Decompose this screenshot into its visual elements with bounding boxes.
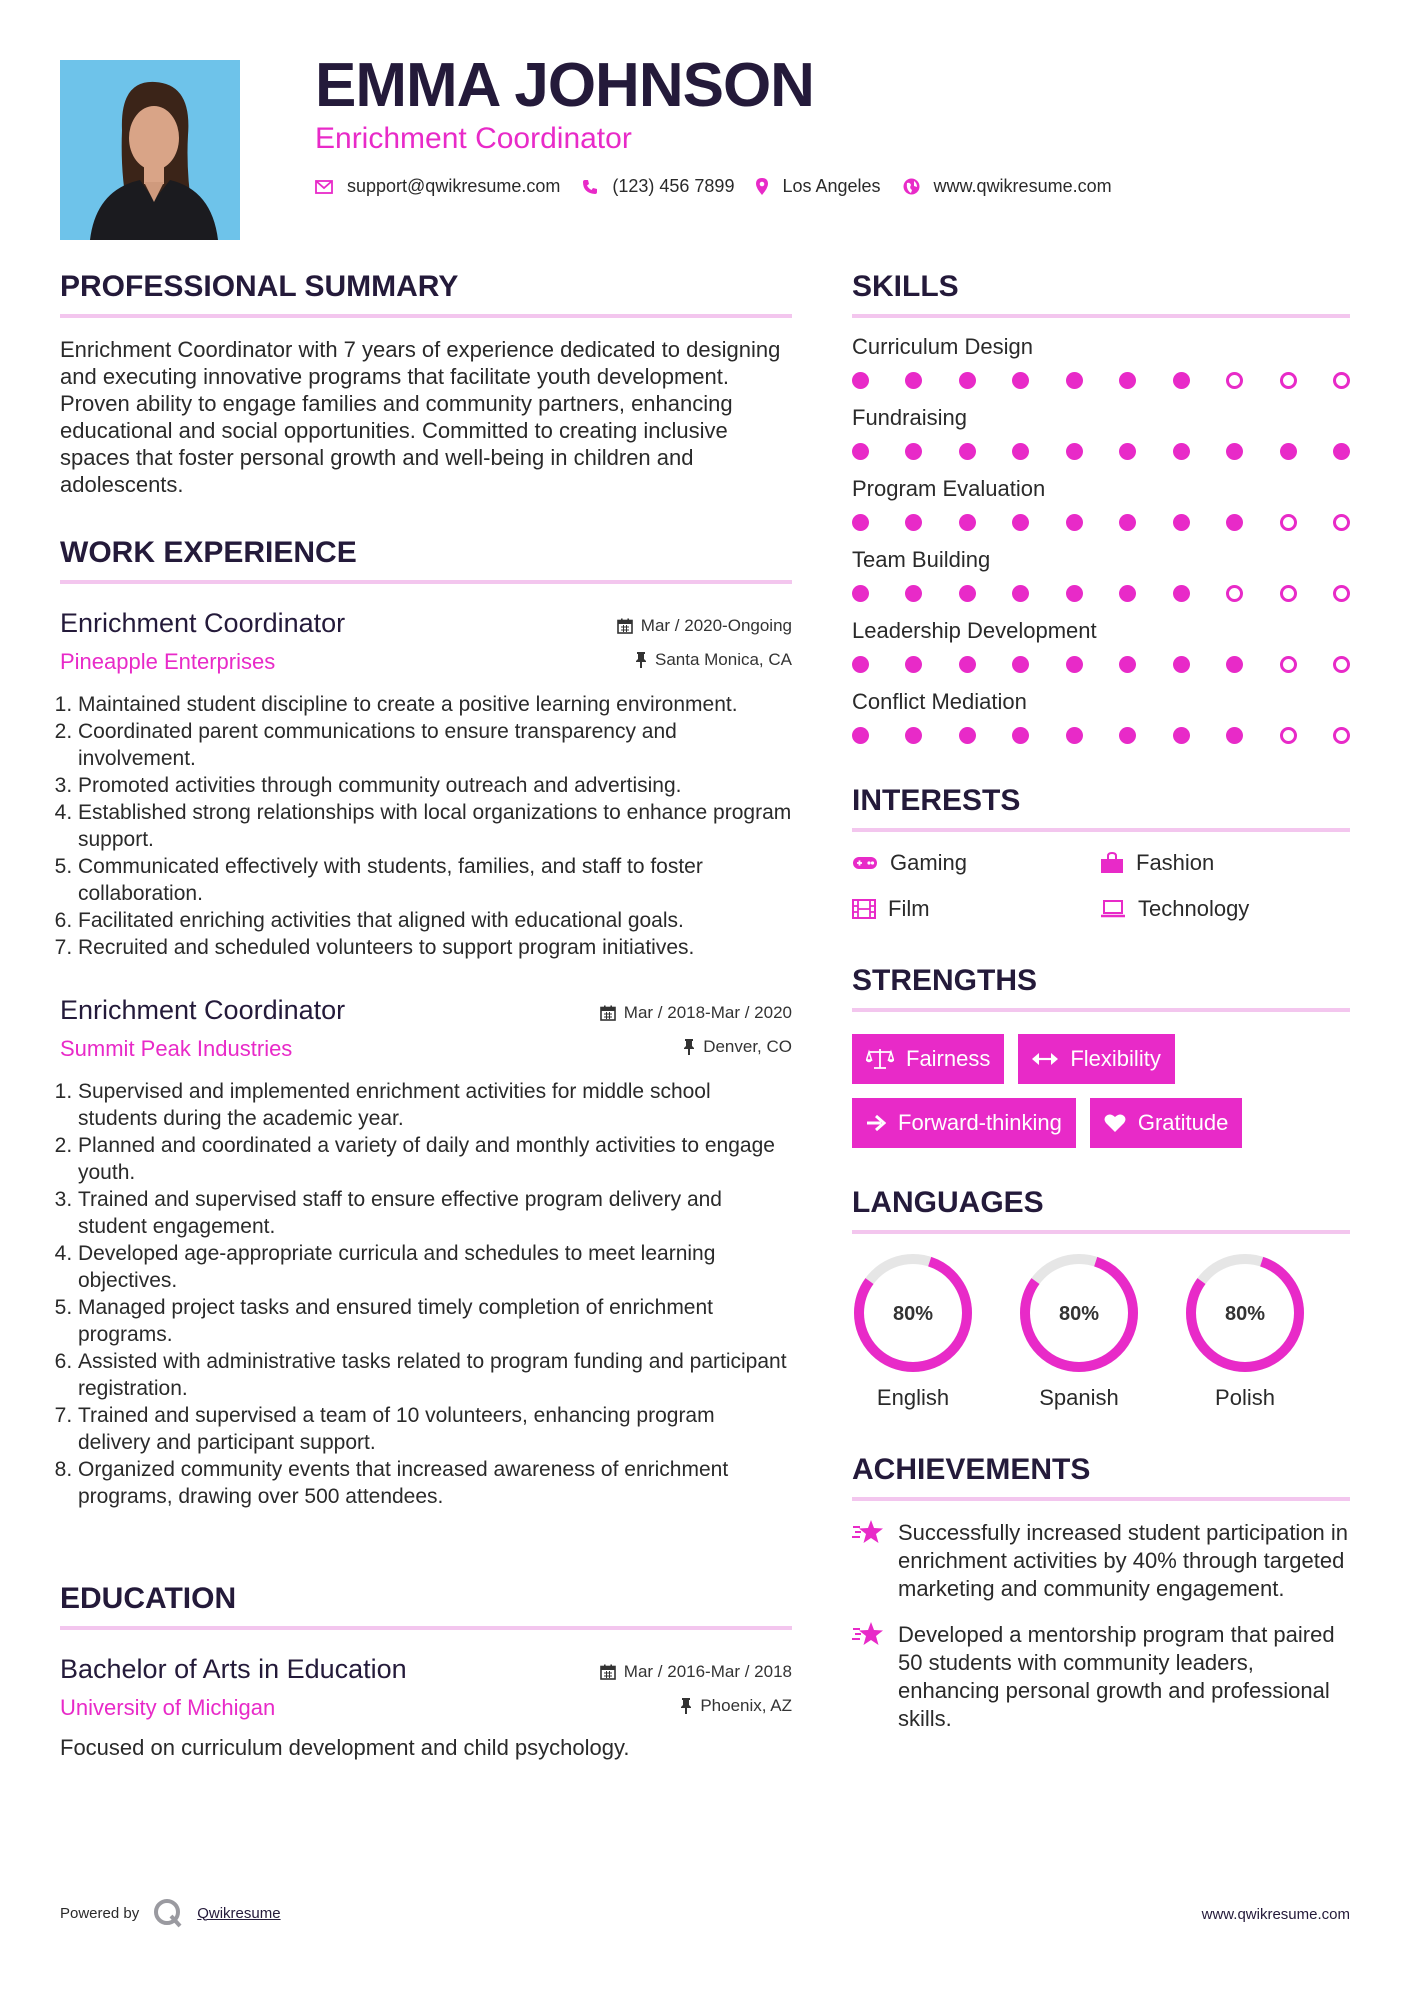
language-ring	[1184, 1252, 1306, 1374]
balance-scale-icon	[866, 1048, 894, 1070]
skill-item	[852, 689, 1350, 744]
skill-dot-filled	[1012, 372, 1029, 389]
film-icon	[852, 899, 876, 919]
skill-dot-filled	[1333, 443, 1350, 460]
skill-dot-filled	[959, 372, 976, 389]
strength-badge	[852, 1034, 1004, 1084]
job-date	[617, 616, 792, 636]
interest-name: Fashion	[1136, 850, 1215, 875]
job-bullets	[60, 691, 792, 961]
skill-item	[852, 618, 1350, 673]
laptop-icon	[1100, 900, 1126, 918]
skill-name: Leadership Development	[852, 618, 1097, 643]
arrow-right-icon	[866, 1114, 886, 1132]
skill-dot-empty	[1280, 514, 1297, 531]
education-degree: Bachelor of Arts in Education	[60, 1654, 407, 1684]
pushpin-icon	[680, 1698, 692, 1714]
strengths-list	[852, 1034, 1350, 1148]
star-icon	[852, 1519, 884, 1545]
skills-title: SKILLS	[852, 270, 1350, 318]
skill-dot-filled	[852, 372, 869, 389]
calendar-icon	[600, 1664, 616, 1680]
contact-phone[interactable]	[582, 176, 734, 197]
skill-rating	[852, 514, 1350, 531]
job-bullet: 6. Facilitated enriching activities that aligned with educational goals.	[78, 907, 792, 934]
skill-dot-filled	[1066, 372, 1083, 389]
strength-name: Forward-thinking	[898, 1110, 1062, 1135]
star-icon	[852, 1621, 884, 1647]
job-location-text: Santa Monica, CA	[654, 650, 792, 669]
skill-dot-filled	[959, 443, 976, 460]
skill-dot-filled	[1173, 656, 1190, 673]
skills-list	[852, 334, 1350, 744]
job-date	[600, 1003, 792, 1023]
education-location-text: Phoenix, AZ	[700, 1696, 792, 1715]
location-pin-icon	[756, 178, 768, 195]
language-percent: 80%	[1224, 1303, 1266, 1325]
job-entry	[60, 995, 792, 1510]
job-date-text: Mar / 2020-Ongoing	[640, 616, 792, 635]
language-name: English	[876, 1385, 950, 1410]
skill-dot-filled	[852, 585, 869, 602]
job-company: Pineapple Enterprises	[60, 649, 276, 674]
skill-item	[852, 476, 1350, 531]
skill-dot-filled	[905, 372, 922, 389]
job-date-text: Mar / 2018-Mar / 2020	[623, 1003, 792, 1022]
strength-badge	[1018, 1034, 1174, 1084]
skill-name: Program Evaluation	[852, 476, 1046, 501]
job-bullet: 1. Supervised and implemented enrichment activities for middle school students during the academic year.	[78, 1078, 792, 1132]
skill-dot-empty	[1333, 372, 1350, 389]
achievement-text: Successfully increased student participation in enrichment activities by 40% through targeted marketing and community engagement.	[898, 1520, 1349, 1601]
job-bullet: 8. Organized community events that increased awareness of enrichment programs, drawing over 500 attendees.	[78, 1456, 792, 1510]
strength-badge	[852, 1098, 1076, 1148]
skill-dot-empty	[1333, 514, 1350, 531]
contact-location-text: Los Angeles	[782, 176, 881, 196]
education-entry	[60, 1654, 792, 1761]
education-description: Focused on curriculum development and child psychology.	[60, 1735, 630, 1760]
skill-dot-filled	[1226, 727, 1243, 744]
skill-dot-filled	[1066, 443, 1083, 460]
interest-name: Film	[888, 896, 930, 921]
skill-dot-filled	[1066, 727, 1083, 744]
language-name: Polish	[1215, 1385, 1275, 1410]
job-location-text: Denver, CO	[703, 1037, 792, 1056]
skill-dot-filled	[1280, 443, 1297, 460]
job-bullet: 2. Planned and coordinated a variety of daily and monthly activities to engage youth.	[78, 1132, 792, 1186]
skill-name: Fundraising	[852, 405, 967, 430]
envelope-icon	[315, 180, 333, 194]
language-name: Spanish	[1039, 1385, 1119, 1410]
skill-name: Curriculum Design	[852, 334, 1033, 359]
pushpin-icon	[683, 1039, 695, 1055]
contact-bar	[315, 176, 1122, 197]
skill-dot-filled	[852, 443, 869, 460]
language-ring	[852, 1252, 974, 1374]
interests-list	[852, 850, 1350, 922]
skill-dot-filled	[1226, 514, 1243, 531]
candidate-name: EMMA JOHNSON	[315, 51, 814, 120]
right-column	[852, 270, 1350, 1733]
strengths-title: STRENGTHS	[852, 964, 1350, 1012]
skill-dot-empty	[1333, 727, 1350, 744]
candidate-role: Enrichment Coordinator	[315, 122, 632, 155]
skill-dot-filled	[905, 656, 922, 673]
skill-dot-filled	[852, 727, 869, 744]
language-percent: 80%	[892, 1303, 934, 1325]
skill-dot-filled	[1173, 585, 1190, 602]
pushpin-icon	[635, 652, 647, 668]
achievements-title: ACHIEVEMENTS	[852, 1453, 1350, 1501]
skill-dot-filled	[905, 514, 922, 531]
skill-dot-filled	[1066, 585, 1083, 602]
achievement-item	[852, 1519, 1350, 1603]
strength-badge	[1090, 1098, 1243, 1148]
skill-dot-filled	[959, 585, 976, 602]
skill-name: Team Building	[852, 547, 991, 572]
skill-dot-empty	[1226, 585, 1243, 602]
summary-title: PROFESSIONAL SUMMARY	[60, 270, 792, 318]
skill-item	[852, 334, 1350, 389]
interest-item	[1100, 896, 1348, 922]
skill-dot-filled	[1173, 514, 1190, 531]
job-bullet: 3. Trained and supervised staff to ensure effective program delivery and student engagement.	[78, 1186, 792, 1240]
qwikresume-logo-icon	[153, 1898, 183, 1928]
job-company: Summit Peak Industries	[60, 1036, 293, 1061]
skill-dot-filled	[1226, 656, 1243, 673]
skill-dot-filled	[1012, 727, 1029, 744]
job-bullet: 3. Promoted activities through community outreach and advertising.	[78, 772, 792, 799]
profile-photo	[60, 60, 240, 240]
skill-dot-filled	[852, 656, 869, 673]
interest-name: Gaming	[890, 850, 968, 875]
skill-dot-empty	[1226, 372, 1243, 389]
contact-phone-text: (123) 456 7899	[612, 176, 735, 196]
skill-rating	[852, 727, 1350, 744]
job-bullet: 1. Maintained student discipline to create a positive learning environment.	[78, 691, 792, 718]
skill-dot-filled	[1012, 443, 1029, 460]
gamepad-icon	[852, 855, 878, 871]
job-bullet: 7. Trained and supervised a team of 10 volunteers, enhancing program delivery and participant support.	[78, 1402, 792, 1456]
language-ring	[1018, 1252, 1140, 1374]
skill-dot-filled	[1119, 585, 1136, 602]
skill-item	[852, 547, 1350, 602]
skill-dot-filled	[1119, 443, 1136, 460]
calendar-icon	[600, 1005, 616, 1021]
footer-powered-by	[60, 1898, 281, 1928]
skill-dot-filled	[959, 514, 976, 531]
job-title: Enrichment Coordinator	[60, 995, 346, 1025]
interest-item	[1100, 850, 1348, 876]
double-arrow-icon	[1032, 1052, 1058, 1066]
skill-dot-filled	[1066, 656, 1083, 673]
job-entry	[60, 608, 792, 961]
skill-dot-filled	[1119, 656, 1136, 673]
skill-item	[852, 405, 1350, 460]
calendar-icon	[617, 618, 633, 634]
strength-name: Gratitude	[1137, 1110, 1229, 1135]
job-bullet: 2. Coordinated parent communications to ensure transparency and involvement.	[78, 718, 792, 772]
skill-dot-empty	[1280, 727, 1297, 744]
skill-dot-filled	[1119, 372, 1136, 389]
job-title: Enrichment Coordinator	[60, 608, 346, 638]
achievement-item	[852, 1621, 1350, 1733]
education-location	[680, 1696, 792, 1716]
languages-title: LANGUAGES	[852, 1186, 1350, 1234]
contact-website-text: www.qwikresume.com	[933, 176, 1112, 196]
contact-email[interactable]	[315, 176, 560, 197]
job-bullets	[60, 1078, 792, 1510]
language-item	[1184, 1252, 1306, 1411]
experience-title: WORK EXPERIENCE	[60, 536, 792, 584]
interests-title: INTERESTS	[852, 784, 1350, 832]
skill-dot-filled	[1119, 514, 1136, 531]
summary-text: Enrichment Coordinator with 7 years of experience dedicated to designing and executing innovative programs that facilitate youth development. Proven ability to engage families and community partners, enhancing educational and social opportunities. Committed to creating inclusive spaces that foster personal growth and well-being in children and adolescents.	[60, 337, 781, 497]
job-bullet: 6. Assisted with administrative tasks related to program funding and participant registration.	[78, 1348, 792, 1402]
job-bullet: 7. Recruited and scheduled volunteers to support program initiatives.	[78, 934, 792, 961]
skill-dot-filled	[852, 514, 869, 531]
job-location	[683, 1037, 792, 1057]
skill-rating	[852, 656, 1350, 673]
skill-dot-filled	[1173, 727, 1190, 744]
skill-dot-empty	[1280, 656, 1297, 673]
contact-email-text: support@qwikresume.com	[347, 176, 561, 196]
skill-dot-filled	[1173, 443, 1190, 460]
skill-dot-empty	[1280, 585, 1297, 602]
strength-name: Fairness	[906, 1046, 991, 1071]
education-date	[600, 1662, 792, 1682]
job-bullet: 5. Managed project tasks and ensured timely completion of enrichment programs.	[78, 1294, 792, 1348]
skill-name: Conflict Mediation	[852, 689, 1027, 714]
skill-dot-empty	[1333, 585, 1350, 602]
skill-dot-filled	[959, 656, 976, 673]
contact-location	[756, 176, 880, 197]
education-title: EDUCATION	[60, 1582, 792, 1630]
globe-icon	[903, 178, 920, 195]
strength-name: Flexibility	[1070, 1046, 1161, 1071]
language-item	[1018, 1252, 1140, 1411]
skill-dot-filled	[1012, 514, 1029, 531]
education-school: University of Michigan	[60, 1695, 276, 1720]
languages-list	[852, 1252, 1350, 1411]
achievement-text: Developed a mentorship program that paired 50 students with community leaders, enhancing personal growth and professional skills.	[898, 1622, 1335, 1731]
left-column	[60, 270, 792, 1761]
job-bullet: 5. Communicated effectively with students, families, and staff to foster collaboration.	[78, 853, 792, 907]
skill-dot-filled	[1119, 727, 1136, 744]
skill-dot-filled	[1226, 443, 1243, 460]
skill-rating	[852, 585, 1350, 602]
job-location	[635, 650, 792, 670]
powered-by-label: Powered by	[60, 1904, 140, 1922]
brand-link[interactable]: Qwikresume	[197, 1904, 281, 1922]
skill-rating	[852, 372, 1350, 389]
skill-dot-filled	[905, 727, 922, 744]
skill-dot-filled	[1012, 656, 1029, 673]
skill-dot-filled	[905, 585, 922, 602]
job-bullet: 4. Developed age-appropriate curricula and schedules to meet learning objectives.	[78, 1240, 792, 1294]
language-percent: 80%	[1058, 1303, 1100, 1325]
education-date-text: Mar / 2016-Mar / 2018	[623, 1662, 792, 1681]
job-bullet: 4. Established strong relationships with local organizations to enhance program support.	[78, 799, 792, 853]
interest-item	[852, 850, 1100, 876]
skill-dot-filled	[959, 727, 976, 744]
skill-dot-empty	[1333, 656, 1350, 673]
footer-website[interactable]: www.qwikresume.com	[1201, 1906, 1350, 1923]
shopping-bag-icon	[1100, 852, 1124, 874]
interest-item	[852, 896, 1100, 922]
skill-dot-filled	[905, 443, 922, 460]
skill-rating	[852, 443, 1350, 460]
interest-name: Technology	[1138, 896, 1250, 921]
heart-icon	[1104, 1113, 1126, 1133]
language-item	[852, 1252, 974, 1411]
contact-website[interactable]	[903, 176, 1112, 197]
skill-dot-filled	[1173, 372, 1190, 389]
phone-icon	[582, 179, 598, 195]
skill-dot-empty	[1280, 372, 1297, 389]
skill-dot-filled	[1066, 514, 1083, 531]
skill-dot-filled	[1012, 585, 1029, 602]
